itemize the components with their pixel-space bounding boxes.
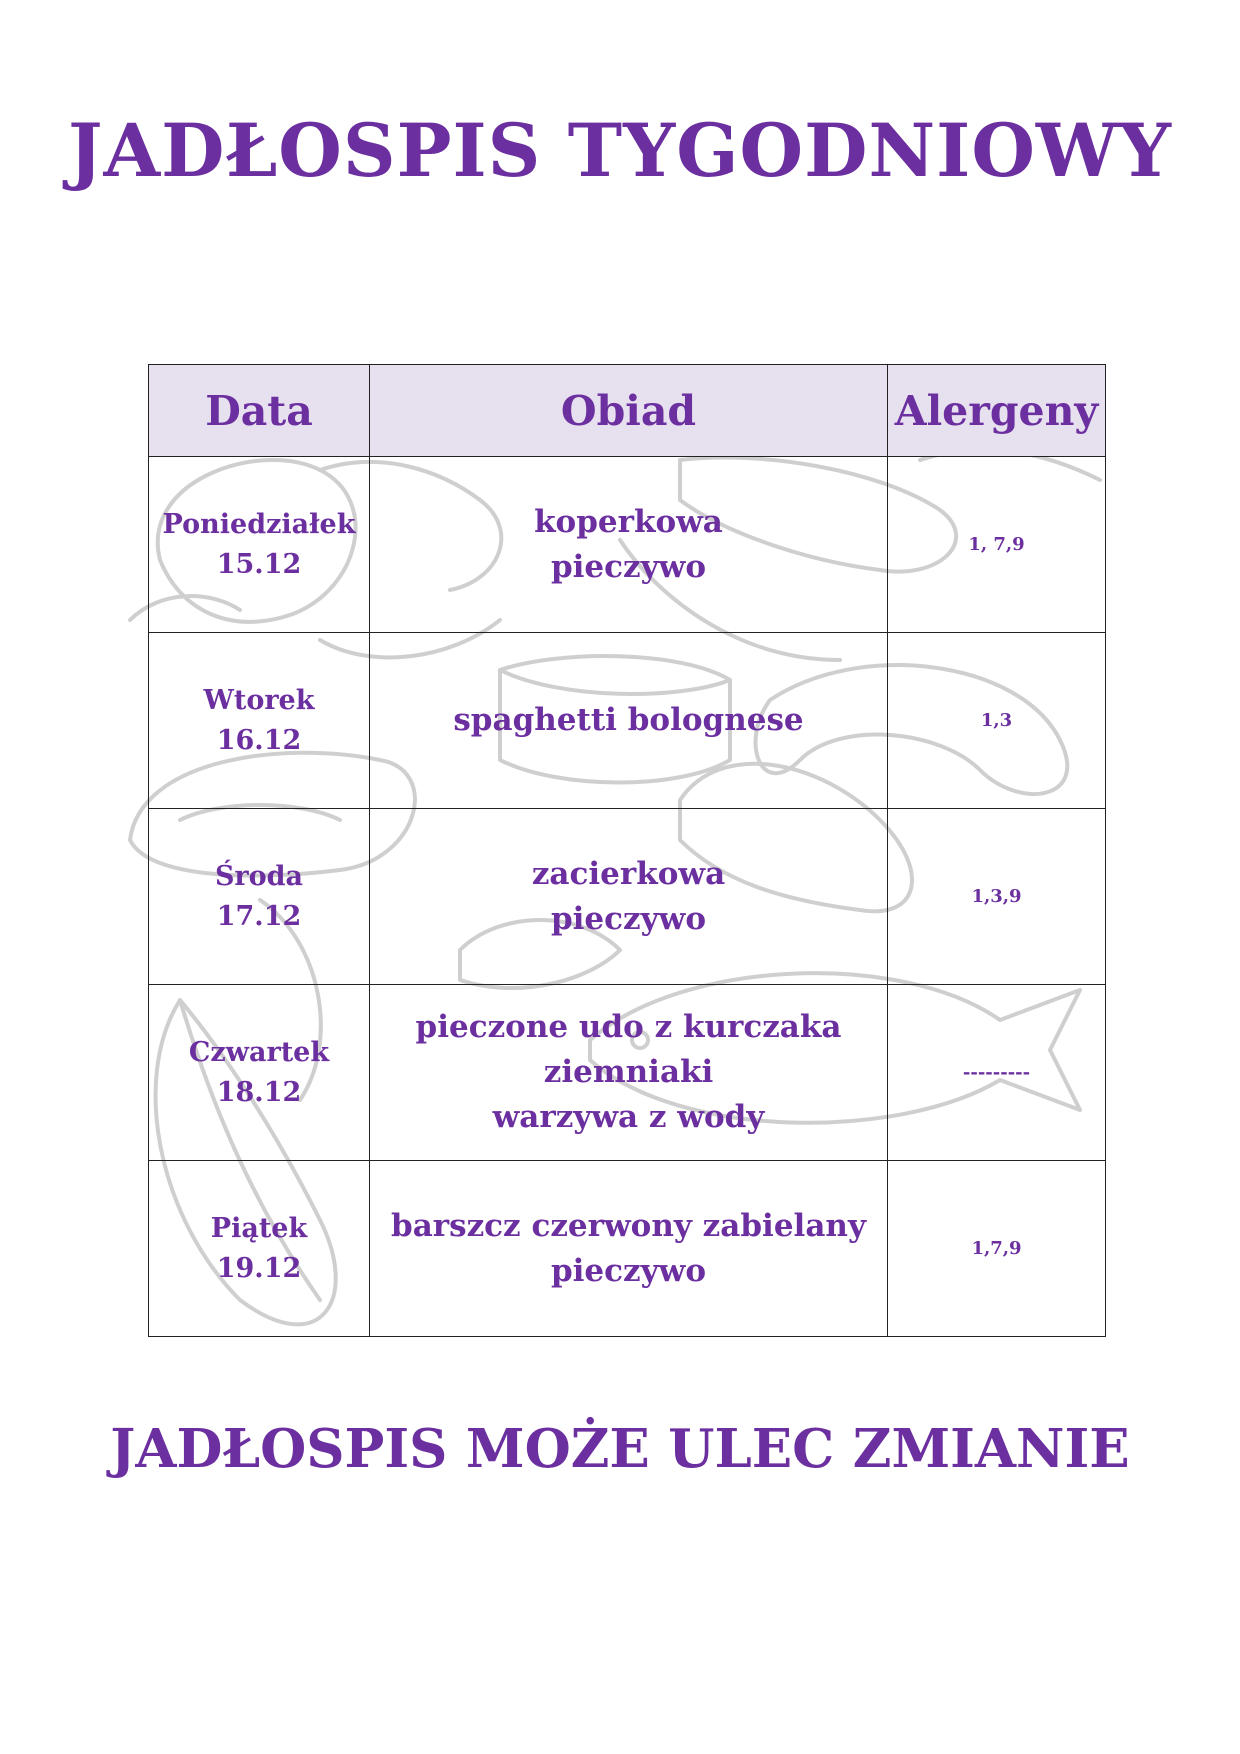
meal-cell [370, 633, 888, 809]
day-date: 19.12 [216, 1252, 302, 1284]
menu-table [148, 364, 1106, 1337]
table-row [149, 633, 1106, 809]
meal-cell [370, 1161, 888, 1337]
day-date: 16.12 [216, 724, 302, 756]
allergens-cell: 1,7,9 [888, 1161, 1106, 1337]
meal-item: pieczywo [550, 900, 707, 937]
column-header-meal: Obiad [370, 365, 888, 457]
allergens-cell: 1,3 [888, 633, 1106, 809]
page-title: JADŁOSPIS TYGODNIOWY [67, 108, 1173, 194]
column-header-date: Data [149, 365, 370, 457]
table-row [149, 457, 1106, 633]
date-cell [149, 1161, 370, 1337]
day-name: Wtorek [203, 685, 315, 717]
day-name: Piątek [210, 1213, 308, 1245]
meal-item: warzywa z wody [492, 1098, 765, 1135]
meal-item: spaghetti bolognese [453, 702, 804, 739]
meal-item: ziemniaki [543, 1054, 714, 1091]
day-date: 17.12 [216, 900, 302, 932]
day-date: 15.12 [216, 548, 302, 580]
table-row [149, 809, 1106, 985]
day-name: Środa [214, 861, 304, 893]
allergens-cell: 1,3,9 [888, 809, 1106, 985]
meal-item: barszcz czerwony zabielany [391, 1207, 866, 1244]
table-header-row [149, 365, 1106, 457]
meal-item: koperkowa [534, 503, 723, 540]
menu-change-notice: JADŁOSPIS MOŻE ULEC ZMIANIE [110, 1418, 1130, 1480]
meal-cell [370, 809, 888, 985]
meal-cell [370, 457, 888, 633]
day-name: Czwartek [188, 1037, 330, 1069]
table-row [149, 985, 1106, 1161]
day-name: Poniedziałek [162, 509, 356, 541]
date-cell [149, 985, 370, 1161]
meal-item: pieczywo [550, 1252, 707, 1289]
allergens-cell: 1, 7,9 [888, 457, 1106, 633]
date-cell [149, 633, 370, 809]
date-cell [149, 457, 370, 633]
meal-item: pieczone udo z kurczaka [415, 1009, 842, 1046]
meal-item: zacierkowa [531, 855, 726, 892]
date-cell [149, 809, 370, 985]
meal-cell [370, 985, 888, 1161]
column-header-allergens: Alergeny [888, 365, 1106, 457]
allergens-cell: --------- [888, 985, 1106, 1161]
meal-item: pieczywo [550, 548, 707, 585]
table-row [149, 1161, 1106, 1337]
day-date: 18.12 [216, 1076, 302, 1108]
